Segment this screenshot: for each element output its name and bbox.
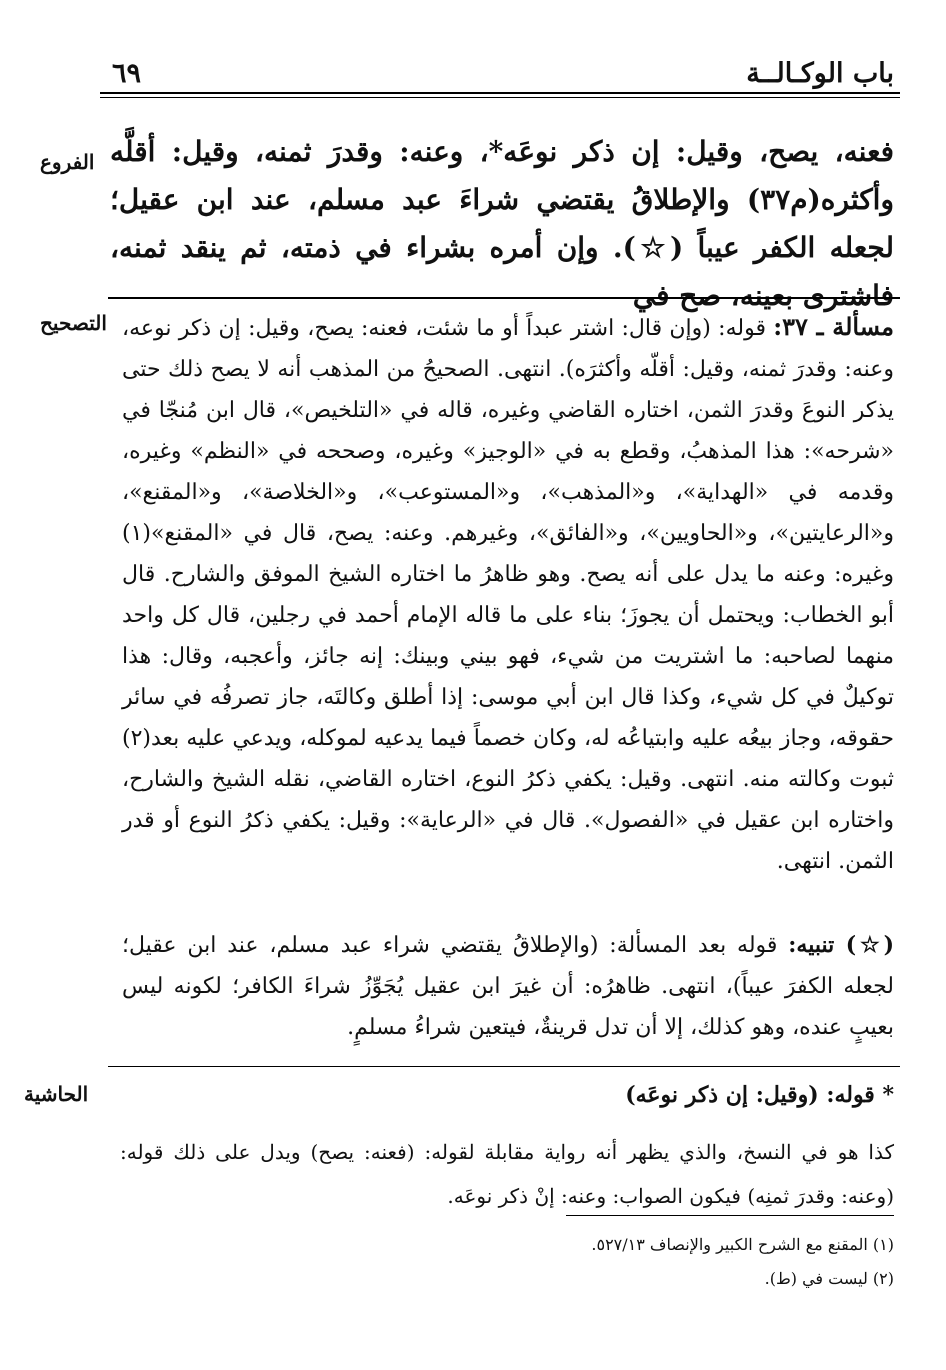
tanbih-paragraph bbox=[122, 925, 894, 1048]
tanbih-heading: (☆) تنبيه: bbox=[788, 932, 895, 958]
running-header-title: باب الوكـالــة bbox=[746, 58, 894, 89]
hashia-title: * قوله: (وقيل: إن ذكر نوعَه) bbox=[625, 1082, 894, 1108]
tashih-body: قوله: (وإن قال: اشتر عبداً أو ما شئت، فعنه: يصح، وقيل: إن ذكر نوعه، وعنه: وقدرَ ثمنه، وقيل: أقلّه وأكثرَه). انتهى. الصحيحُ من المذهب أنه لا يصح ذلك حتى يذكر النوعَ وقدرَ الثمن، اختاره القاضي وغيره، قاله في «التلخيص»، قال ابن مُنجّا في «شرحه»: هذا المذهبُ، وقطع به في «الوجيز» وغيره، وصححه في «النظم» وغيره، وقدمه في «الهداية»، و«المذهب»، و«المستوعب»، و«الخلاصة»، و«المقنع»، و«الرعايتين»، و«الحاويين»، و«الفائق»، وغيرهم. وعنه: يصح، قال في «المقنع»(١) وغيره: وعنه ما يدل على أنه يصح. وهو ظاهرُ ما اختاره الشيخ الموفق والشارح. قال أبو الخطاب: ويحتمل أن يجوزَ؛ بناء على ما قاله الإمام أحمد في رجلين، قال كل واحد منهما لصاحبه: ما اشتريت من شيء، فهو بيني وبينك: إنه جائز، وأعجبه، وقال: هذا توكيلٌ في كل شيء، وكذا قال ابن أبي موسى: إذا أطلق وكالتَه، جاز تصرفُه في سائر حقوقه، وجاز بيعُه عليه وابتياعُه له، وكان خصماً فيما يدعيه لموكله، ويدعي عليه بعد(٢) ثبوت وكالته منه. انتهى. وقيل: يكفي ذكرُ النوع، اختاره القاضي، نقله الشيخ والشارح، واختاره ابن عقيل في «الفصول». قال في «الرعاية»: وقيل: يكفي ذكرُ النوع أو قدر الثمن. انتهى. bbox=[122, 316, 894, 874]
header-rule-thin bbox=[100, 97, 900, 98]
side-label-furu: الفروع bbox=[40, 150, 95, 174]
hashia-paragraph: كذا هو في النسخ، والذي يظهر أنه رواية مقابلة لقوله: (فعنه: يصح) ويدل على ذلك قوله: (وعنه: وقدرَ ثمنِه) فيكون الصواب: وعنه: إنْ ذكر نوعَه. bbox=[120, 1140, 894, 1208]
tanbih-body: قوله بعد المسألة: (والإطلاقُ يقتضي شراء عبد مسلم، عند ابن عقيل؛ لجعله الكفرَ عيباً)، انتهى. ظاهرُه: أن غيرَ ابن عقيل يُجَوِّزُ شراءَ الكافر؛ لكونه ليس بعيبٍ عنده، وهو كذلك، إلا أن تدل قرينةٌ، فيتعين شراءُ مسلمٍ. bbox=[122, 933, 894, 1040]
header-rule-thick bbox=[100, 92, 900, 94]
section-divider bbox=[108, 297, 900, 299]
tanbih-text bbox=[122, 925, 894, 1048]
footnotes bbox=[591, 1228, 894, 1296]
footnote-2: (٢) ليست في (ط). bbox=[764, 1269, 894, 1288]
side-label-hashia: الحاشية bbox=[24, 1082, 89, 1106]
furu-text bbox=[110, 128, 894, 320]
furu-paragraph: فعنه، يصح، وقيل: إن ذكر نوعَه*، وعنه: وقدرَ ثمنه، وقيل: أقلَّه وأكثره(م٣٧) والإطلاقُ يقتضي شراءَ عبد مسلم، عند ابن عقيل؛ لجعله الكفر عيباً (☆). وإن أمره بشراء في ذمته، ثم ينقد ثمنه، فاشترى بعينه، صح في bbox=[110, 135, 894, 312]
masala-heading: مسألة ـ ٣٧: bbox=[773, 312, 895, 341]
tashih-paragraph bbox=[122, 306, 894, 882]
hashia-divider bbox=[108, 1066, 900, 1067]
footnote-rule bbox=[566, 1215, 894, 1216]
footnote-1: (١) المقنع مع الشرح الكبير والإنصاف ٥٢٧/١٣. bbox=[591, 1235, 894, 1254]
tashih-text bbox=[122, 306, 894, 882]
page-number: ٦٩ bbox=[112, 58, 142, 89]
side-label-tashih: التصحيح bbox=[40, 311, 107, 335]
hashia-text bbox=[120, 1130, 894, 1218]
